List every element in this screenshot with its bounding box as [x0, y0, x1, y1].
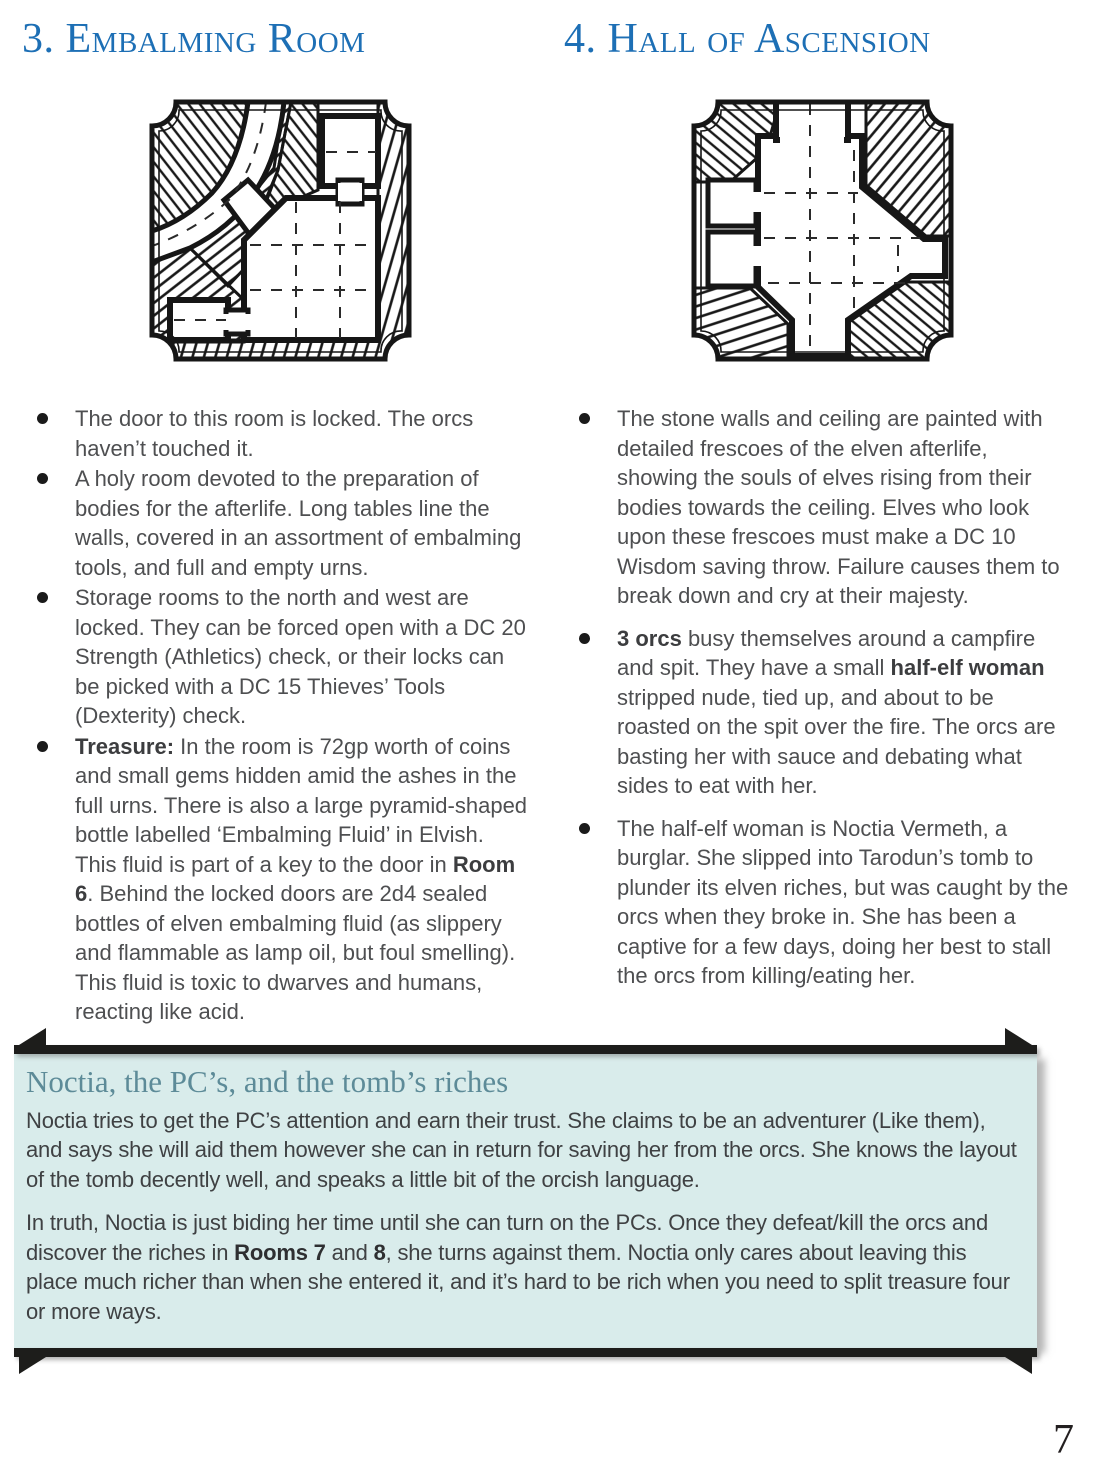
bullet-text — [75, 585, 526, 728]
map-interior — [152, 102, 409, 359]
bullet-item — [22, 464, 530, 582]
text-segment: busy themselves around a campfire and spit. They have a small — [617, 625, 1036, 681]
callout-top-ribbon — [14, 1045, 1037, 1054]
text-segment: stripped nude, tied up, and about to be roasted on the spit over the fire. The orcs are basting her with sauce and debating what sides to eat with her. — [617, 684, 1056, 799]
bullet-item — [564, 624, 1072, 801]
bullet-text — [617, 816, 1068, 989]
bold-text: Rooms 7 — [234, 1239, 326, 1265]
bullet-dot-icon — [579, 823, 590, 834]
bullet-dot-icon — [579, 633, 590, 644]
embalming-room-map-image — [126, 90, 426, 375]
bullet-item — [22, 583, 530, 731]
bullet-dot-icon — [579, 413, 590, 424]
text-segment: . Behind the locked doors are 2d4 sealed bottles of elven embalming fluid (as slippery and flammable as lamp oil, but foul smelling). This fluid is toxic to dwarves and humans, reacting like acid. — [75, 881, 516, 1025]
section-embalming-room — [22, 10, 530, 1027]
bullet-item — [564, 404, 1072, 611]
bullet-item — [22, 404, 530, 463]
ribbon-corner-bottom-right — [1005, 1357, 1032, 1374]
bullet-dot-icon — [37, 413, 48, 424]
hall-of-ascension-notes — [564, 404, 1072, 991]
hall-of-ascension-map — [668, 90, 968, 380]
callout-bottom-ribbon — [14, 1348, 1037, 1357]
bullet-text — [617, 406, 1060, 608]
ribbon-corner-top-right — [1005, 1028, 1032, 1045]
bullet-text — [75, 406, 473, 461]
callout-paragraph — [26, 1106, 1021, 1195]
bold-text: half-elf woman — [890, 655, 1045, 681]
room-heading-embalming: 3. Embalming Room — [22, 16, 366, 62]
bullet-dot-icon — [37, 473, 48, 484]
room-heading-hall: 4. Hall of Ascension — [564, 16, 931, 62]
noctia-callout — [14, 1045, 1037, 1358]
bullet-item — [564, 814, 1072, 991]
text-segment: In the room is 72gp worth of coins and small gems hidden amid the ashes in the full urns. There is also a large pyramid-shaped bottle labelled ‘Embalming Fluid’ in Elvish. This fluid is part of a key to the door in — [75, 733, 528, 877]
page-number: 7 — [1053, 1417, 1074, 1463]
text-segment: Storage rooms to the north and west are locked. They can be forced open with a DC 20 Strength (Athletics) check, or their locks can be picked with a DC 15 Thieves’ Tools (Dexterity) check. — [75, 585, 526, 729]
text-segment: , she turns against them. Noctia only cares about leaving this place much richer than when she entered it, and it’s hard to be rich when you need to split treasure four or more ways. — [26, 1239, 1010, 1324]
bold-text: Room 6 — [75, 851, 516, 907]
bullet-dot-icon — [37, 741, 48, 752]
bold-text: Treasure: — [75, 733, 175, 759]
callout-body — [26, 1106, 1021, 1327]
callout-title: Noctia, the PC’s, and the tomb’s riches — [26, 1063, 509, 1099]
section-hall-of-ascension — [564, 10, 1072, 1027]
bullet-item — [22, 732, 530, 1027]
ribbon-corner-top-left — [19, 1028, 46, 1045]
bullet-text — [75, 734, 527, 1025]
text-segment: and — [325, 1239, 374, 1265]
bullet-text — [617, 626, 1056, 799]
text-segment: A holy room devoted to the preparation of bodies for the afterlife. Long tables line the walls, covered in an assortment of embalming tools, and full and empty urns. — [75, 466, 522, 580]
text-segment: In truth, Noctia is just biding her time until she can turn on the PCs. Once they defeat/kill the orcs and discover the riches in — [26, 1210, 988, 1265]
bullet-text — [75, 466, 521, 580]
map-interior — [694, 100, 951, 359]
bullet-dot-icon — [37, 592, 48, 603]
bold-text: 3 orcs — [617, 625, 682, 651]
callout-paragraph — [26, 1208, 1021, 1326]
embalming-room-notes — [22, 404, 530, 1027]
text-segment: The stone walls and ceiling are painted with detailed frescoes of the elven afterlife, showing the souls of elves rising from their bodies towards the ceiling. Elves who look upon these frescoes must make a DC 10 Wisdom saving throw. Failure causes them to break down and cry at their majesty. — [617, 406, 1060, 609]
callout-box — [14, 1054, 1037, 1349]
ribbon-corner-bottom-left — [19, 1357, 46, 1374]
text-segment: The door to this room is locked. The orcs haven’t touched it. — [75, 406, 474, 461]
text-segment: Noctia tries to get the PC’s attention and earn their trust. She claims to be an adventurer (Like them), and says she will aid them however she can in return for saving her from the orcs. She knows the layout of the tomb decently well, and speaks a little bit of the orcish language. — [26, 1107, 1017, 1192]
embalming-room-map — [126, 90, 426, 380]
bold-text: 8 — [373, 1239, 386, 1265]
hall-of-ascension-map-image — [668, 90, 968, 375]
text-segment: The half-elf woman is Noctia Vermeth, a burglar. She slipped into Tarodun’s tomb to plunder its elven riches, but was caught by the orcs when they broke in. She has been a captive for a few days, doing her best to stall the orcs from killing/eating her. — [617, 815, 1069, 989]
